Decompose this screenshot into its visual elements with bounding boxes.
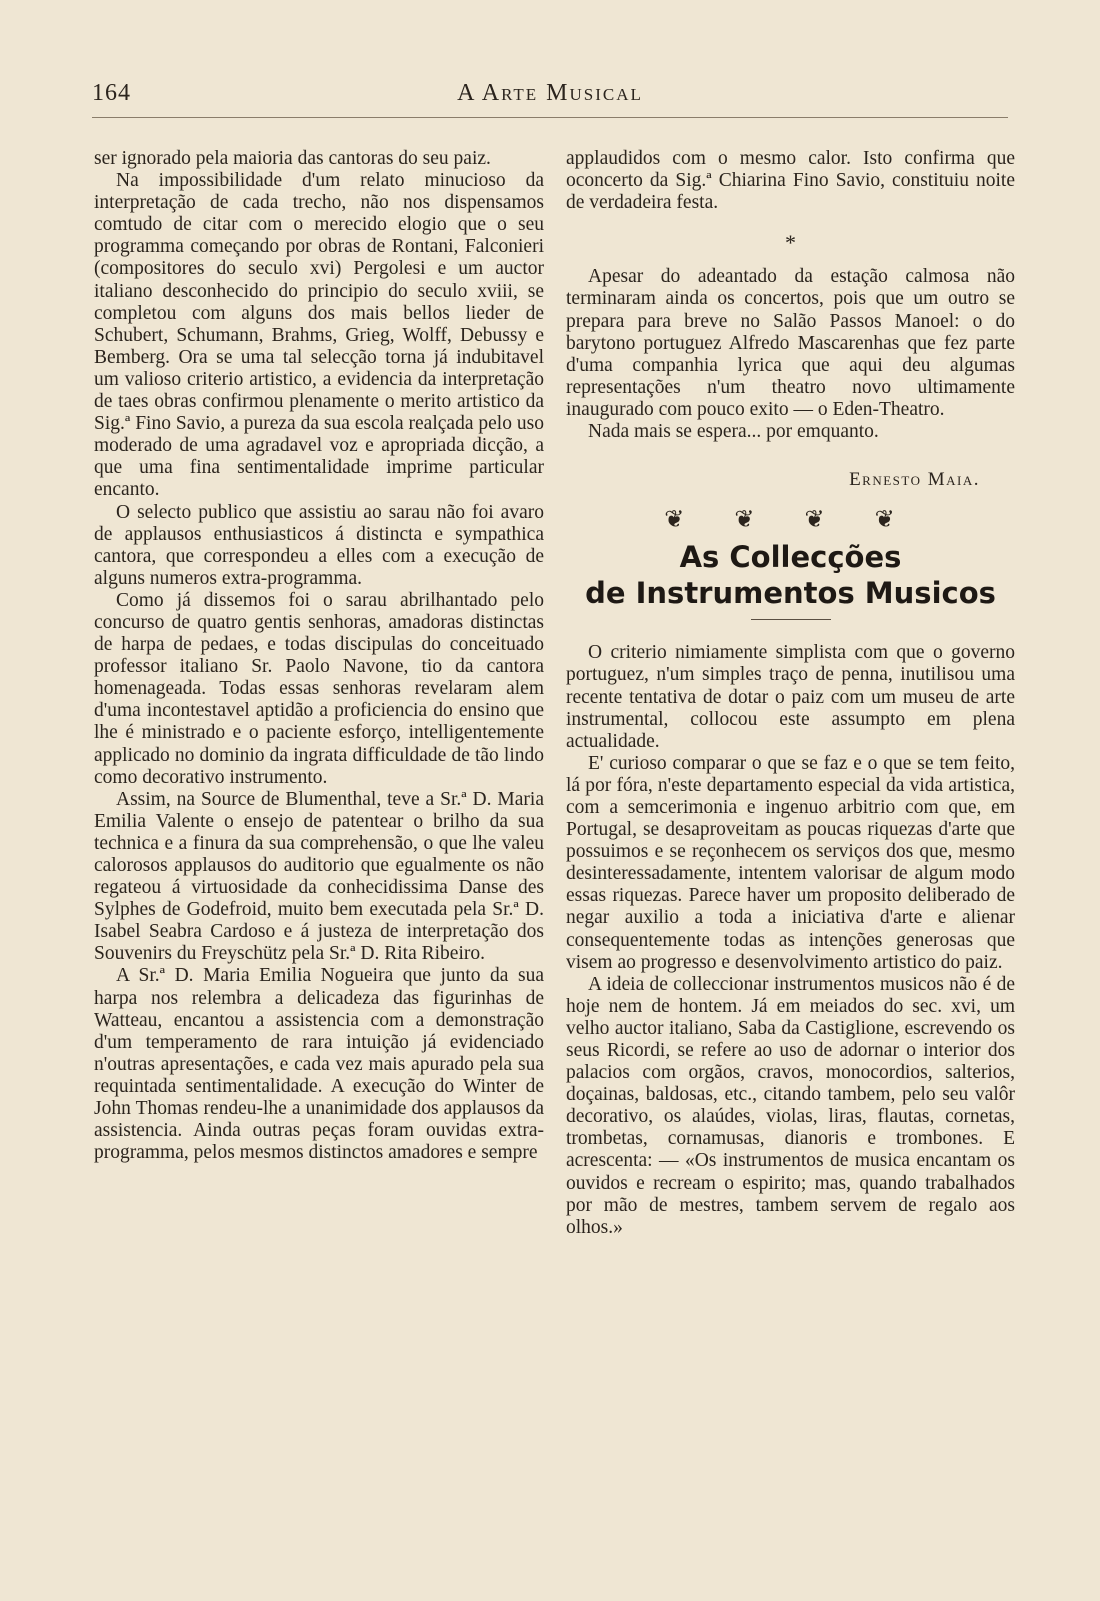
section-title bbox=[566, 539, 1015, 611]
header-rule bbox=[92, 117, 1008, 118]
page-number: 164 bbox=[92, 80, 131, 106]
paragraph: Assim, na Source de Blumenthal, teve a Sr.ª D. Maria Emilia Valente o ensejo de patentear o brilho da sua technica e a finura da sua comprehensão, o que lhe valeu calorosos applausos do auditorio que egualmente os não regateou á virtuosidade da conhecidissima Danse des Sylphes de Godefroid, muito bem executada pela Sr.ª D. Isabel Seabra Cardoso e á justeza de interpretação dos Souvenirs du Freyschütz pela Sr.ª D. Rita Ribeiro. bbox=[94, 788, 544, 965]
author-signature: Ernesto Maia. bbox=[849, 469, 980, 491]
ornament-divider: ❦ ❦ ❦ ❦ bbox=[664, 507, 917, 534]
paragraph: Apesar do adeantado da estação calmosa não terminaram ainda os concertos, pois que um outro se prepara para breve no Salão Passos Manoel: o do barytono portuguez Alfredo Mascarenhas que fez parte d'uma companhia lyrica que aqui deu algumas representações n'um theatro novo ultimamente inaugurado com pouco exito — o Eden-Theatro. bbox=[566, 266, 1015, 420]
paragraph: Nada mais se espera... por emquanto. bbox=[588, 421, 879, 443]
running-head bbox=[92, 80, 1008, 114]
paragraph: A ideia de colleccionar instrumentos musicos não é de hoje nem de hontem. Já em meiados do sec. xvi, um velho auctor italiano, Saba da Castiglione, escrevendo os seus Ricordi, se refere ao uso de adornar o interior dos palacios com orgãos, cravos, monocordios, salterios, doçainas, baldosas, etc., citando tambem, pelo seu valôr decorativo, os alaúdes, violas, liras, flautas, cornetas, trombetas, cornamusas, dianoris e trombones. E acrescenta: — «Os instrumentos de musica encantam os ouvidos e recream o espirito; mas, quando trabalhados por mão de mestres, tambem servem de regalo aos olhos.» bbox=[566, 973, 1015, 1238]
paragraph: Como já dissemos foi o sarau abrilhantado pelo concurso de quatro gentis senhoras, amadoras distinctas de harpa de pedaes, e todas discipulas do conceituado professor italiano Sr. Paolo Navone, tio da cantora homenageada. Todas essas senhoras revelaram alem d'uma incontestavel aptidão a proficiencia do ensino que lhe é ministrado e o paciente esforço, intelligentemente applicado no dominio da ingrata difficuldade de tão lindo como decorativo instrumento. bbox=[94, 589, 544, 788]
title-rule bbox=[751, 619, 831, 620]
asterism: * bbox=[785, 230, 796, 256]
paragraph: O selecto publico que assistiu ao sarau não foi avaro de applausos enthusiasticos á distincta e sympathica cantora, que correspondeu a elles com a execução de alguns numeros extra-programma. bbox=[94, 501, 544, 589]
paragraph: E' curioso comparar o que se faz e o que se tem feito, lá por fóra, n'este departamento especial da vida artistica, com a semcerimonia e ingenuo arbitrio com que, em Portugal, se desaproveitam as poucas riquezas d'arte que possuimos e se reçonhecem os serviços dos que, mesmo desinteressadamente, intentem valorisar de algum modo essas riquezas. Parece haver um proposito deliberado de negar auxilio a toda a iniciativa d'arte e alienar consequentemente todas as intenções generosas que visem ao progresso e desenvolvimento artistico do paiz. bbox=[566, 752, 1015, 973]
paragraph: ser ignorado pela maioria das cantoras do seu paiz. bbox=[94, 148, 491, 169]
paragraph: A Sr.ª D. Maria Emilia Nogueira que junto da sua harpa nos relembra a delicadeza das figurinhas de Watteau, encantou a assistencia com a demonstração d'um temperamento de rara intuição já evidenciado n'outras apresentações, e cada vez mais apurado pela sua requintada sentimentalidade. A execução do Winter de John Thomas rendeu-lhe a unanimidade dos applausos da assistencia. Ainda outras peças foram ouvidas extra-programma, pelos mesmos distinctos amadores e sempre bbox=[94, 965, 544, 1164]
left-column bbox=[94, 148, 544, 1164]
section-title-line: As Collecções bbox=[679, 540, 902, 575]
section-title-line: de Instrumentos Musicos bbox=[585, 576, 996, 611]
running-title: A Arte Musical bbox=[457, 80, 643, 106]
right-column bbox=[566, 148, 1015, 1239]
paragraph: O criterio nimiamente simplista com que o governo portuguez, n'um simples traço de penna, inutilisou uma recente tentativa de dotar o paiz com um museu de arte instrumental, collocou este assumpto em plena actualidade. bbox=[566, 642, 1015, 752]
paragraph: Na impossibilidade d'um relato minucioso da interpretação de cada trecho, não nos dispensamos comtudo de citar com o merecido elogio que o seu programma começando por obras de Rontani, Falconieri (compositores do seculo xvi) Pergolesi e um auctor italiano desconhecido do principio do seculo xviii, se completou com alguns dos mais bellos lieder de Schubert, Schumann, Brahms, Grieg, Wolff, Debussy e Bemberg. Ora se uma tal selecção torna já indubitavel um valioso criterio artistico, a evidencia da interpretação de taes obras confirmou plenamente o merito artistico da Sig.ª Fino Savio, a pureza da sua escola realçada pelo uso moderado de uma agradavel voz e apropriada dicção, a que uma fina sentimentalidade imprime particular encanto. bbox=[94, 170, 544, 501]
paragraph: applaudidos com o mesmo calor. Isto confirma que oconcerto da Sig.ª Chiarina Fino Savio, constituiu noite de verdadeira festa. bbox=[566, 148, 1015, 214]
